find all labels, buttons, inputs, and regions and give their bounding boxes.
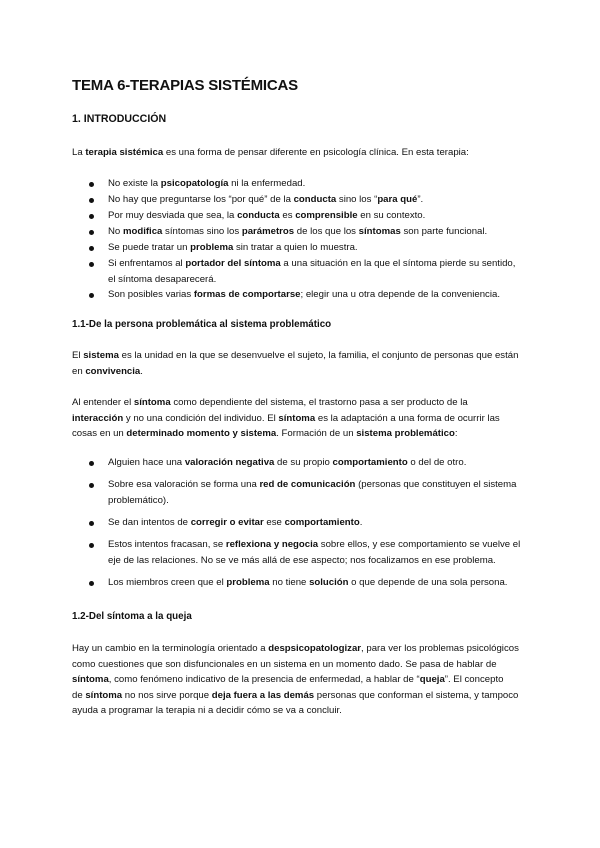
bullet-icon xyxy=(89,214,94,219)
list-item: Los miembros creen que el problema no tiene solución o que depende de una sola persona. xyxy=(72,575,542,591)
list-item: Son posibles varias formas de comportarse; elegir una u otra depende de la conveniencia. xyxy=(72,287,542,303)
subsection-heading-1-1: 1.1-De la persona problemática al sistema problemático xyxy=(72,319,332,330)
list-item: Por muy desviada que sea, la conducta es comprensible en su contexto. xyxy=(72,208,542,224)
bullet-icon xyxy=(89,543,94,548)
list-item: Se puede tratar un problema sin tratar a quien lo muestra. xyxy=(72,240,542,256)
paragraph-queja: Hay un cambio en la terminología orientado a despsicopatologizar, para ver los problemas psicológicos como cuestiones que son disfuncionales en un sistema en un momento dado. Se pasa de hablar de síntoma, como fenómeno indicativo de la presencia de enfermedad, a hablar de “queja”. El concepto de síntoma no nos sirve porque deja fuera a las demás personas que conforman el sistema, y tampoco ayuda a programar la terapia ni a decidir cómo se va a concluir. xyxy=(72,643,519,716)
bullet-icon xyxy=(89,230,94,235)
list-item: Si enfrentamos al portador del síntoma a una situación en la que el síntoma pierde su sentido, el síntoma desaparecerá. xyxy=(72,256,542,287)
bullet-icon xyxy=(89,461,94,466)
section-heading-introduccion: 1. INTRODUCCIÓN xyxy=(72,113,167,125)
list-item: Estos intentos fracasan, se reflexiona y negocia sobre ellos, y ese comportamiento se vuelve el eje de las relaciones. No se ve más allá de ese aspecto; nos focalizamos en ese problema. xyxy=(72,537,542,575)
list-item: Sobre esa valoración se forma una red de comunicación (personas que constituyen el sistema problemático). xyxy=(72,477,542,515)
document-title: TEMA 6-TERAPIAS SISTÉMICAS xyxy=(72,77,298,94)
list-item: No modifica síntomas sino los parámetros de los que los síntomas son parte funcional. xyxy=(72,224,542,240)
list-item: No existe la psicopatología ni la enfermedad. xyxy=(72,176,542,192)
list-item: Se dan intentos de corregir o evitar ese comportamiento. xyxy=(72,515,542,537)
bullet-icon xyxy=(89,262,94,267)
bullet-icon xyxy=(89,581,94,586)
bullet-list-principles xyxy=(72,176,542,303)
paragraph-sistema: El sistema es la unidad en la que se desenvuelve el sujeto, la familia, el conjunto de personas que están en convivencia. xyxy=(72,350,519,377)
subsection-heading-1-2: 1.2-Del síntoma a la queja xyxy=(72,611,192,622)
bullet-icon xyxy=(89,198,94,203)
paragraph-sintoma: Al entender el síntoma como dependiente del sistema, el trastorno pasa a ser producto de la interacción y no una condición del individuo. El síntoma es la adaptación a una forma de ocurrir las cosas en un determinado momento y sistema. Formación de un sistema problemático: xyxy=(72,397,500,439)
bullet-icon xyxy=(89,483,94,488)
list-item: No hay que preguntarse los “por qué” de la conducta sino los “para qué”. xyxy=(72,192,542,208)
bullet-list-sistema-problematico xyxy=(72,455,542,591)
bullet-icon xyxy=(89,521,94,526)
bullet-icon xyxy=(89,182,94,187)
list-item: Alguien hace una valoración negativa de su propio comportamiento o del de otro. xyxy=(72,455,542,477)
bullet-icon xyxy=(89,293,94,298)
intro-paragraph: La terapia sistémica es una forma de pensar diferente en psicología clínica. En esta terapia: xyxy=(72,147,469,158)
bullet-icon xyxy=(89,246,94,251)
